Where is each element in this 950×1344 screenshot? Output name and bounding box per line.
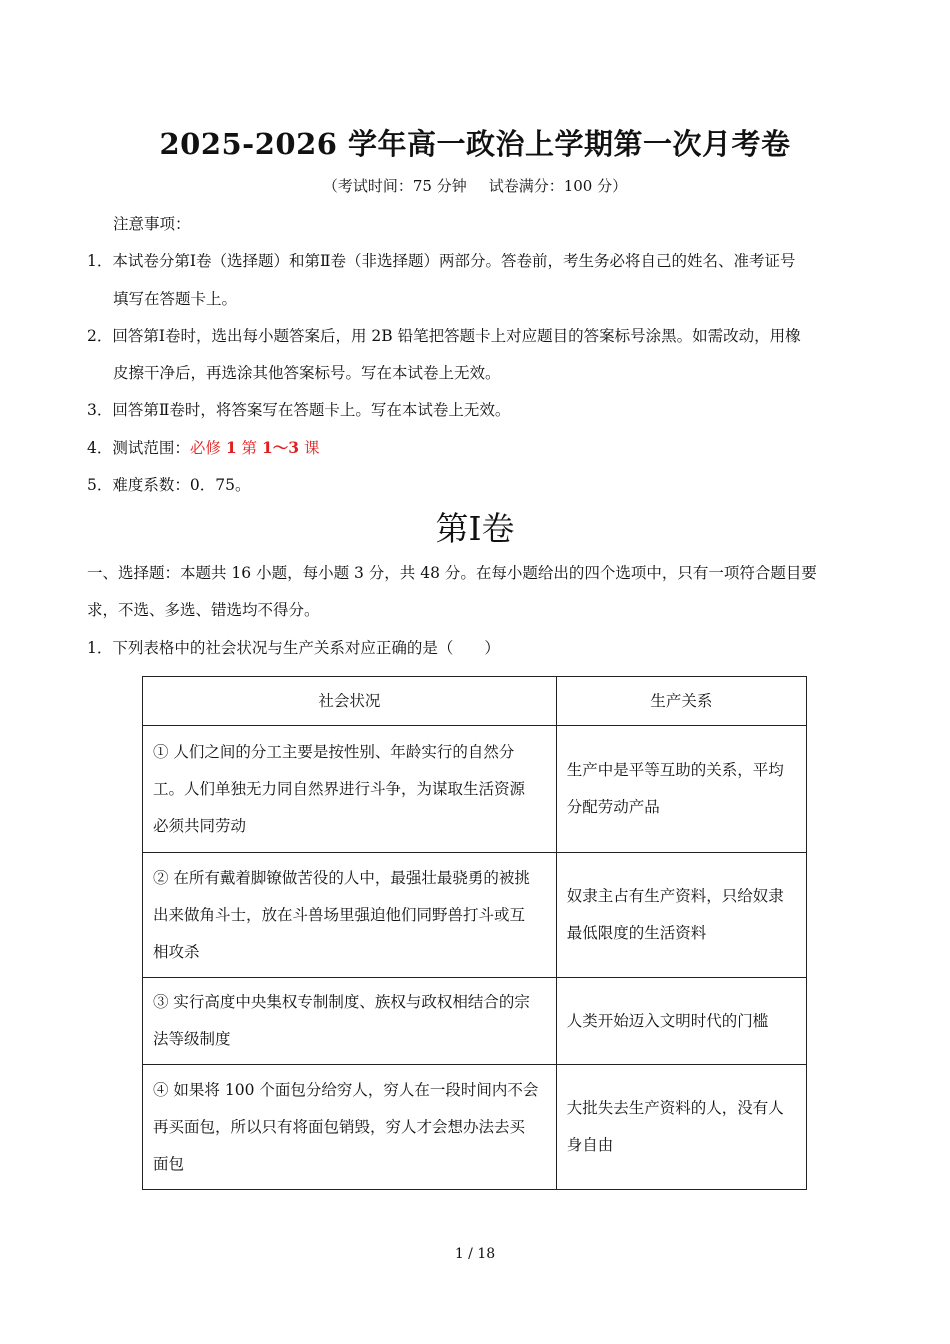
exam-time: （考试时间：75 分钟 [322,177,467,195]
note-number: 2． [87,327,113,345]
note-number: 3． [87,401,113,419]
page-number: 1 / 18 [454,1246,496,1262]
note-text: 回答第Ⅱ卷时，将答案写在答题卡上。写在本试卷上无效。 [112,401,511,419]
note-text: 回答第Ⅰ卷时，选出每小题答案后，用 2B 铅笔把答题卡上对应题目的答案标号涂黑。如需改动，用橡 [112,327,801,345]
table-cell: ① 人们之间的分工主要是按性别、年龄实行的自然分 工。人们单独无力同自然界进行斗争，为谋取生活资源 必须共同劳动 [143,726,557,853]
table-header-row [143,677,807,726]
table-row [143,978,807,1065]
section-instructions: 一、选择题：本题共 16 小题，每小题 3 分，共 48 分。在每小题给出的四个选项中，只有一项符合题目要 [87,564,817,582]
table-row [143,1065,807,1190]
volume-title: 第Ⅰ卷 [435,509,515,548]
note-5 [87,473,250,495]
question-table [142,676,807,1190]
note-4 [87,436,320,458]
table-row [143,726,807,853]
note-number: 5． [87,476,113,494]
exam-info [0,175,950,196]
note-number: 4． [87,439,113,457]
exam-title: 2025-2026 学年高一政治上学期第一次月考卷 [159,127,791,161]
table-cell: 大批失去生产资料的人，没有人 身自由 [556,1065,806,1190]
section-instructions-cont: 求，不选、多选、错选均不得分。 [87,601,320,619]
note-2-cont: 皮擦干净后，再选涂其他答案标号。写在本试卷上无效。 [113,364,501,382]
note-text: 本试卷分第Ⅰ卷（选择题）和第Ⅱ卷（非选择题）两部分。答卷前，考生务必将自己的姓名、准考证号 [112,252,796,270]
note-label: 测试范围： [112,439,190,457]
table-header: 社会状况 [143,677,557,726]
note-3 [87,398,510,420]
table-cell: ④ 如果将 100 个面包分给穷人，穷人在一段时间内不会 再买面包，所以只有将面包销毁，穷人才会想办法去买 面包 [143,1065,557,1190]
table-cell: 生产中是平等互助的关系，平均 分配劳动产品 [556,726,806,853]
note-2 [87,324,801,346]
test-scope: 必修 1 第 1～3 课 [189,438,320,457]
note-number: 1． [87,252,113,270]
note-text: 难度系数：0．75。 [112,476,251,494]
note-1-cont: 填写在答题卡上。 [113,290,238,308]
full-score: 试卷满分：100 分） [488,177,628,195]
table-cell: ② 在所有戴着脚镣做苦役的人中，最强壮最骁勇的被挑 出来做角斗士，放在斗兽场里强迫他们同野兽打斗或互 相攻杀 [143,853,557,978]
table-cell: ③ 实行高度中央集权专制制度、族权与政权相结合的宗 法等级制度 [143,978,557,1065]
note-1 [87,249,796,271]
table-cell: 奴隶主占有生产资料，只给奴隶 最低限度的生活资料 [556,853,806,978]
table-row [143,853,807,978]
table-cell: 人类开始迈入文明时代的门槛 [556,978,806,1065]
question-1: 1．下列表格中的社会状况与生产关系对应正确的是（ ） [87,639,500,657]
table-header: 生产关系 [556,677,806,726]
notes-heading: 注意事项： [113,215,191,233]
